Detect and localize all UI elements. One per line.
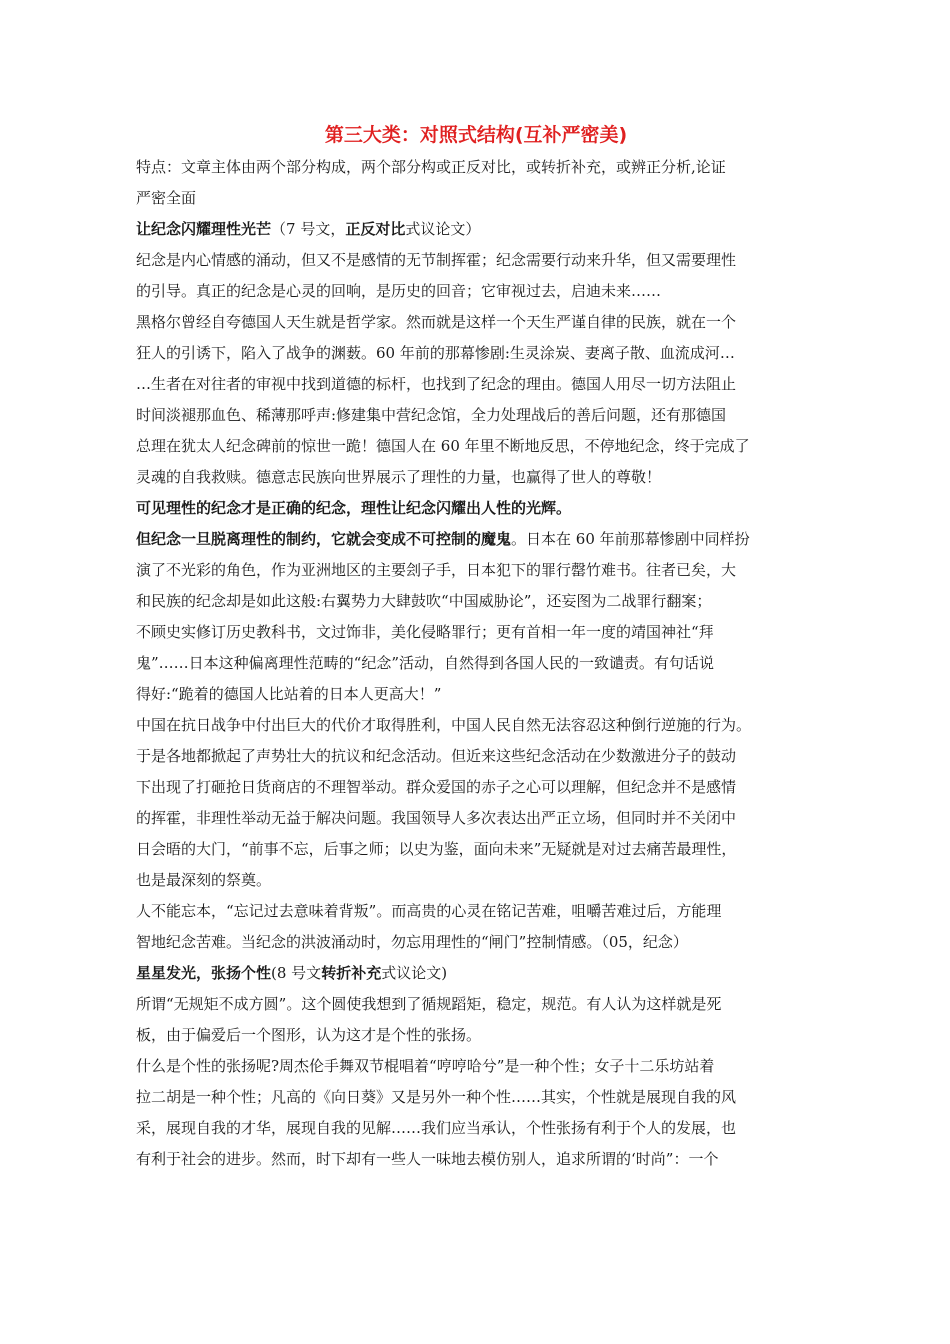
text-line: 日会晤的大门，“前事不忘，后事之师；以史为鉴，面向未来”无疑就是对过去痛苦最理性， [136, 840, 737, 858]
document-page [136, 118, 816, 1175]
text-line: 拉二胡是一种个性；凡高的《向日葵》又是另外一种个性……其实，个性就是展现自我的风 [136, 1088, 737, 1106]
essay2-note: (8 号文 [271, 964, 322, 982]
text-line: 狂人的引诱下，陷入了战争的渊薮。60 年前的那幕惨剧:生灵涂炭、妻离子散、血流成河… [136, 344, 735, 362]
page-title: 第三大类：对照式结构(互补严密美) [324, 124, 628, 146]
text-line: 的挥霍，非理性举动无益于解决问题。我国领导人多次表达出严正立场，但同时并不关闭中 [136, 809, 737, 827]
text-line: 鬼”……日本这种偏离理性范畴的“纪念”活动，自然得到各国人民的一致谴责。有句话说 [136, 654, 715, 672]
text-line: 得好:“跪着的德国人比站着的日本人更高大！” [136, 685, 442, 703]
essay1-note: （7 号文， [271, 220, 346, 238]
bold-conclusion: 可见理性的纪念才是正确的纪念，理性让纪念闪耀出人性的光辉。 [136, 499, 572, 517]
essay1-type: 正反对比 [345, 220, 406, 238]
text-line: 什么是个性的张扬呢?周杰伦手舞双节棍唱着“哼哼哈兮”是一种个性；女子十二乐坊站着 [136, 1057, 715, 1075]
text-line [136, 524, 816, 555]
text-line: 板，由于偏爱后一个图形，认为这才是个性的张扬。 [136, 1026, 482, 1044]
text-line: 不顾史实修订历史教科书，文过饰非，美化侵略罪行；更有首相一年一度的靖国神社“拜 [136, 623, 714, 641]
text-line: …生者在对往者的审视中找到道德的标杆，也找到了纪念的理由。德国人用尽一切方法阻止 [136, 375, 737, 393]
text-line: 采，展现自我的才华，展现自我的见解……我们应当承认，个性张扬有利于个人的发展，也 [136, 1119, 737, 1137]
text-line: 的引导。真正的纪念是心灵的回响，是历史的回音；它审视过去，启迪未来…… [136, 282, 662, 300]
text-line: 演了不光彩的角色，作为亚洲地区的主要刽子手，日本犯下的罪行罄竹难书。往者已矣，大 [136, 561, 737, 579]
bold-lead: 但纪念一旦脱离理性的制约，它就会变成不可控制的魔鬼 [136, 530, 512, 548]
essay1-title: 让纪念闪耀理性光芒 [136, 220, 272, 238]
essay2-heading [136, 958, 816, 989]
essay1-heading [136, 214, 816, 245]
text-continuation: 。日本在 60 年前那幕惨剧中同样扮 [511, 530, 750, 548]
text-line: 智地纪念苦难。当纪念的洪波涌动时，勿忘用理性的“闸门”控制情感。（05，纪念） [136, 933, 688, 951]
text-line: 时间淡褪那血色、稀薄那呼声:修建集中营纪念馆，全力处理战后的善后问题，还有那德国 [136, 406, 727, 424]
essay1-note-end: 式议论文） [405, 220, 481, 238]
text-line: 下出现了打砸抢日货商店的不理智举动。群众爱国的赤子之心可以理解，但纪念并不是感情 [136, 778, 737, 796]
text-line: 总理在犹太人纪念碑前的惊世一跪！德国人在 60 年里不断地反思，不停地纪念，终于完成了 [136, 437, 750, 455]
text-line: 人不能忘本，“忘记过去意味着背叛”。而高贵的心灵在铭记苦难，咀嚼苦难过后，方能理 [136, 902, 722, 920]
text-line: 也是最深刻的祭奠。 [136, 871, 272, 889]
text-line: 灵魂的自我救赎。德意志民族向世界展示了理性的力量，也赢得了世人的尊敬！ [136, 468, 662, 486]
intro-line: 严密全面 [136, 189, 197, 207]
text-line: 所谓“无规矩不成方圆”。这个圆使我想到了循规蹈矩，稳定，规范。有人认为这样就是死 [136, 995, 722, 1013]
text-line: 纪念是内心情感的涌动，但又不是感情的无节制挥霍；纪念需要行动来升华，但又需要理性 [136, 251, 737, 269]
text-line: 和民族的纪念却是如此这般:右翼势力大肆鼓吹“中国威胁论”，还妄图为二战罪行翻案； [136, 592, 712, 610]
intro-line: 特点：文章主体由两个部分构成，两个部分构或正反对比，或转折补充，或辨正分析,论证 [136, 158, 726, 176]
essay2-type: 转折补充 [321, 964, 382, 982]
essay2-title: 星星发光，张扬个性 [136, 964, 272, 982]
text-line: 于是各地都掀起了声势壮大的抗议和纪念活动。但近来这些纪念活动在少数激进分子的鼓动 [136, 747, 737, 765]
text-line: 有利于社会的进步。然而，时下却有一些人一味地去模仿别人，追求所谓的‘时尚”：一个 [136, 1150, 719, 1168]
essay2-note-end: 式议论文) [381, 964, 448, 982]
text-line: 黑格尔曾经自夸德国人天生就是哲学家。然而就是这样一个天生严谨自律的民族，就在一个 [136, 313, 737, 331]
text-line: 中国在抗日战争中付出巨大的代价才取得胜利，中国人民自然无法容忍这种倒行逆施的行为。 [136, 716, 752, 734]
